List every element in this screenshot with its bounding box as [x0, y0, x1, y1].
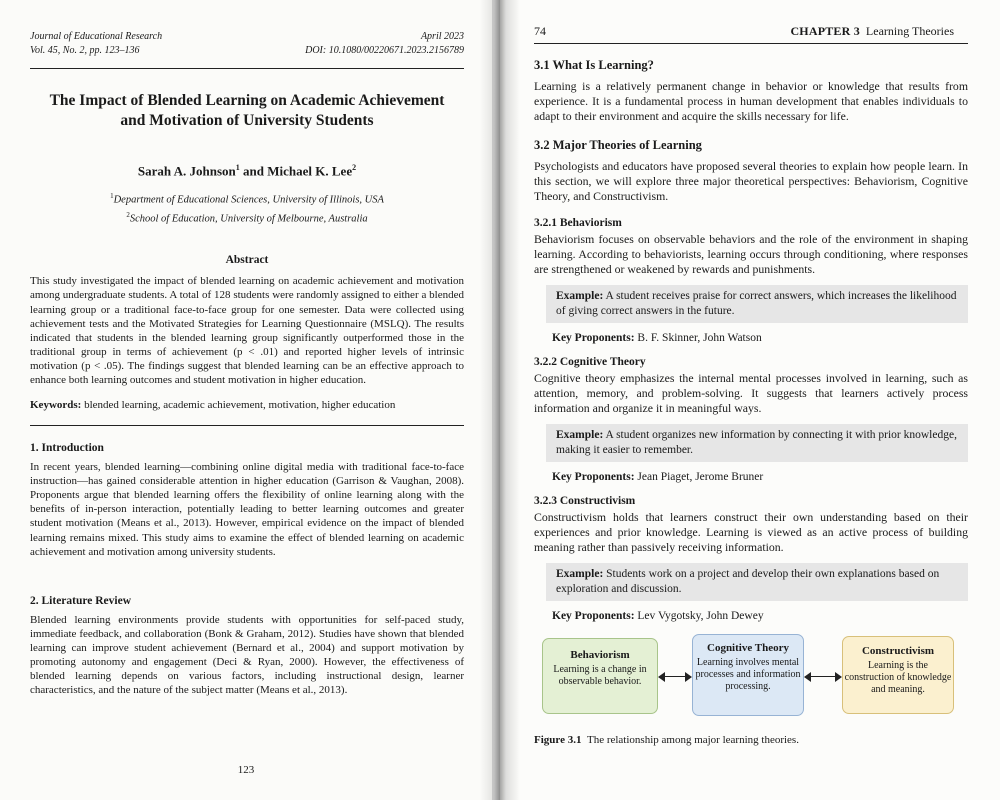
example-box-cognitive-theory — [546, 424, 968, 462]
diagram-box-title: Constructivism — [861, 645, 935, 658]
affiliation-sup: 1 — [110, 192, 114, 201]
diagram-box-text: Learning is a change in observable behavior. — [553, 664, 647, 688]
subsection-text-constructivism: Constructivism holds that learners construct their own understanding based on their experiences and prior knowledge. Learning is viewed as an active process of building meaning rather than passively receiving information. — [534, 510, 968, 555]
double-arrow-icon — [804, 672, 842, 682]
chapter-title: Learning Theories — [865, 24, 954, 38]
example-text: Students work on a project and develop their own explanations based on exploration and discussion. — [556, 568, 940, 596]
left-page — [0, 0, 492, 800]
proponents-label: Key Proponents: — [552, 331, 635, 344]
subsection-heading-behaviorism: 3.2.1 Behaviorism — [534, 216, 622, 229]
author-name: Sarah A. Johnson — [137, 163, 236, 179]
author-list — [30, 163, 464, 179]
diagram-box-constructivism — [842, 636, 954, 714]
running-header — [534, 24, 968, 44]
section-heading-3-2: 3.2 Major Theories of Learning — [534, 138, 702, 153]
right-page — [500, 0, 1000, 800]
diagram-box-behaviorism — [542, 638, 658, 714]
section-text-introduction: In recent years, blended learning—combining online digital media with traditional face-to-face instruction—has gained considerable attention in higher education (Garrison & Vaughan, 2008). Proponents argue that blended learning offers the flexibility of online learning along with the benefits of in-person interaction, potentially leading to better learning outcomes and greater student motivation (Means et al., 2013). However, empirical evidence on the impact of blended learning remains mixed. This study aims to examine the effect of blended learning on academic achievement and motivation among university students. — [30, 461, 464, 558]
double-arrow-icon — [658, 672, 692, 682]
section-heading-literature-review: 2. Literature Review — [30, 594, 132, 607]
subsection-text-cognitive-theory: Cognitive theory emphasizes the internal mental processes involved in learning, such as attention, memory, and problem-solving. It suggests that learners actively process information and organize it in meaningful ways. — [534, 370, 968, 416]
diagram-box-title: Behaviorism — [570, 649, 630, 662]
abstract-heading: Abstract — [225, 254, 269, 267]
example-box-behaviorism — [546, 285, 968, 323]
example-label: Example: — [556, 289, 604, 302]
affiliation-text: School of Education, University of Melbourne, Australia — [129, 213, 368, 225]
affiliations — [30, 189, 464, 226]
affiliation — [30, 208, 464, 227]
example-label: Example: — [556, 568, 604, 581]
section-text-3-1: Learning is a relatively permanent change in behavior or knowledge that results from experience. It is a fundamental process in human development that enables individuals to adapt to their environment and acquire the skills necessary for life. — [534, 79, 968, 124]
proponents-label: Key Proponents: — [552, 610, 635, 623]
example-box-constructivism — [546, 563, 968, 601]
keywords — [30, 399, 464, 411]
subsection-heading-constructivism: 3.2.3 Constructivism — [534, 495, 636, 508]
section-heading-3-1: 3.1 What Is Learning? — [534, 58, 654, 72]
keywords-divider — [30, 425, 464, 426]
chapter-label: CHAPTER 3 — [790, 24, 860, 38]
keywords-text: blended learning, academic achievement, motivation, higher education — [84, 399, 396, 412]
abstract-text: This study investigated the impact of blended learning on academic achievement and motivation among undergraduate students. A total of 128 students were randomly assigned to either a blended learning group or a traditional face-to-face group for one semester. Data were collected using achievement tests and the Motivated Strategies for Learning Questionnaire (MSLQ). The results indicated that students in the blended learning group significantly outperformed those in the traditional group in terms of achievement (p < .01) and reported higher levels of intrinsic motivation (p < .05). The findings suggest that blended learning can be an effective approach to enhance both learning outcomes and student motivation in higher education. — [30, 275, 464, 386]
keywords-label: Keywords: — [30, 399, 82, 412]
proponents-text: Jean Piaget, Jerome Bruner — [637, 471, 764, 484]
journal-name: Journal of Educational Research — [30, 31, 163, 42]
diagram-box-text: Learning involves mental processes and information processing. — [695, 657, 801, 693]
proponents-text: Lev Vygotsky, John Dewey — [637, 610, 764, 623]
figure-caption-text: The relationship among major learning theories. — [586, 734, 799, 747]
page-number: 123 — [237, 764, 255, 776]
affiliation-text: Department of Educational Sciences, University of Illinois, USA — [113, 194, 384, 206]
proponents-constructivism — [552, 610, 968, 622]
affiliation — [30, 189, 464, 208]
figure-label: Figure 3.1 — [534, 734, 582, 747]
diagram-box-cognitive-theory — [692, 634, 804, 716]
author-sup: 1 — [235, 163, 240, 172]
paper-title: The Impact of Blended Learning on Academic Achievement and Motivation of University Students — [49, 92, 445, 129]
proponents-behaviorism — [552, 332, 968, 344]
section-text-literature-review: Blended learning environments provide students with opportunities for self-paced study, immediate feedback, and collaboration (Bonk & Graham, 2012). Studies have shown that blended learning can improve student achievement (Bernard et al., 2004) and support motivation by promoting autonomy and engagement (Deci & Ryan, 2000). However, the effectiveness of blended learning depends on various factors, including instructional design, learner characteristics, and the nature of the subject matter (Means et al., 2013). — [30, 613, 464, 697]
figure-caption — [534, 734, 968, 746]
example-text: A student receives praise for correct answers, which increases the likelihood of giving correct answers in the future. — [556, 289, 957, 317]
section-text-3-2: Psychologists and educators have proposed several theories to explain how people learn. In this section, we will explore three major theoretical perspectives: Behaviorism, Cognitive Theory, and Constructivism. — [534, 159, 968, 204]
example-text: A student organizes new information by connecting it with prior knowledge, making it easier to remember. — [556, 429, 957, 457]
proponents-text: B. F. Skinner, John Watson — [637, 331, 762, 344]
proponents-cognitive-theory — [552, 471, 968, 483]
example-label: Example: — [556, 429, 604, 442]
publication-date: April 2023 — [420, 31, 464, 42]
affiliation-sup: 2 — [126, 210, 130, 219]
subsection-heading-cognitive-theory: 3.2.2 Cognitive Theory — [534, 355, 646, 368]
volume-info: Vol. 45, No. 2, pp. 123–136 — [30, 45, 140, 56]
proponents-label: Key Proponents: — [552, 471, 635, 484]
journal-header — [30, 30, 464, 58]
chapter-header — [790, 24, 954, 39]
doi: DOI: 10.1080/00220671.2023.2156789 — [305, 45, 464, 56]
diagram-box-text: Learning is the construction of knowledge and meaning. — [844, 660, 952, 696]
author-name: Michael K. Lee — [267, 163, 353, 179]
author-sup: 2 — [352, 163, 357, 172]
diagram-box-title: Cognitive Theory — [707, 642, 789, 655]
section-heading-introduction: 1. Introduction — [30, 442, 104, 455]
learning-theories-diagram — [534, 634, 968, 730]
author-conjunction: and — [243, 163, 265, 179]
subsection-text-behaviorism: Behaviorism focuses on observable behaviors and the role of the environment in shaping learning. According to behaviorists, learning occurs through conditioning, where responses are strengthened or weakened by rewards and punishments. — [534, 231, 968, 276]
page-number: 74 — [534, 24, 546, 38]
header-divider — [30, 68, 464, 69]
